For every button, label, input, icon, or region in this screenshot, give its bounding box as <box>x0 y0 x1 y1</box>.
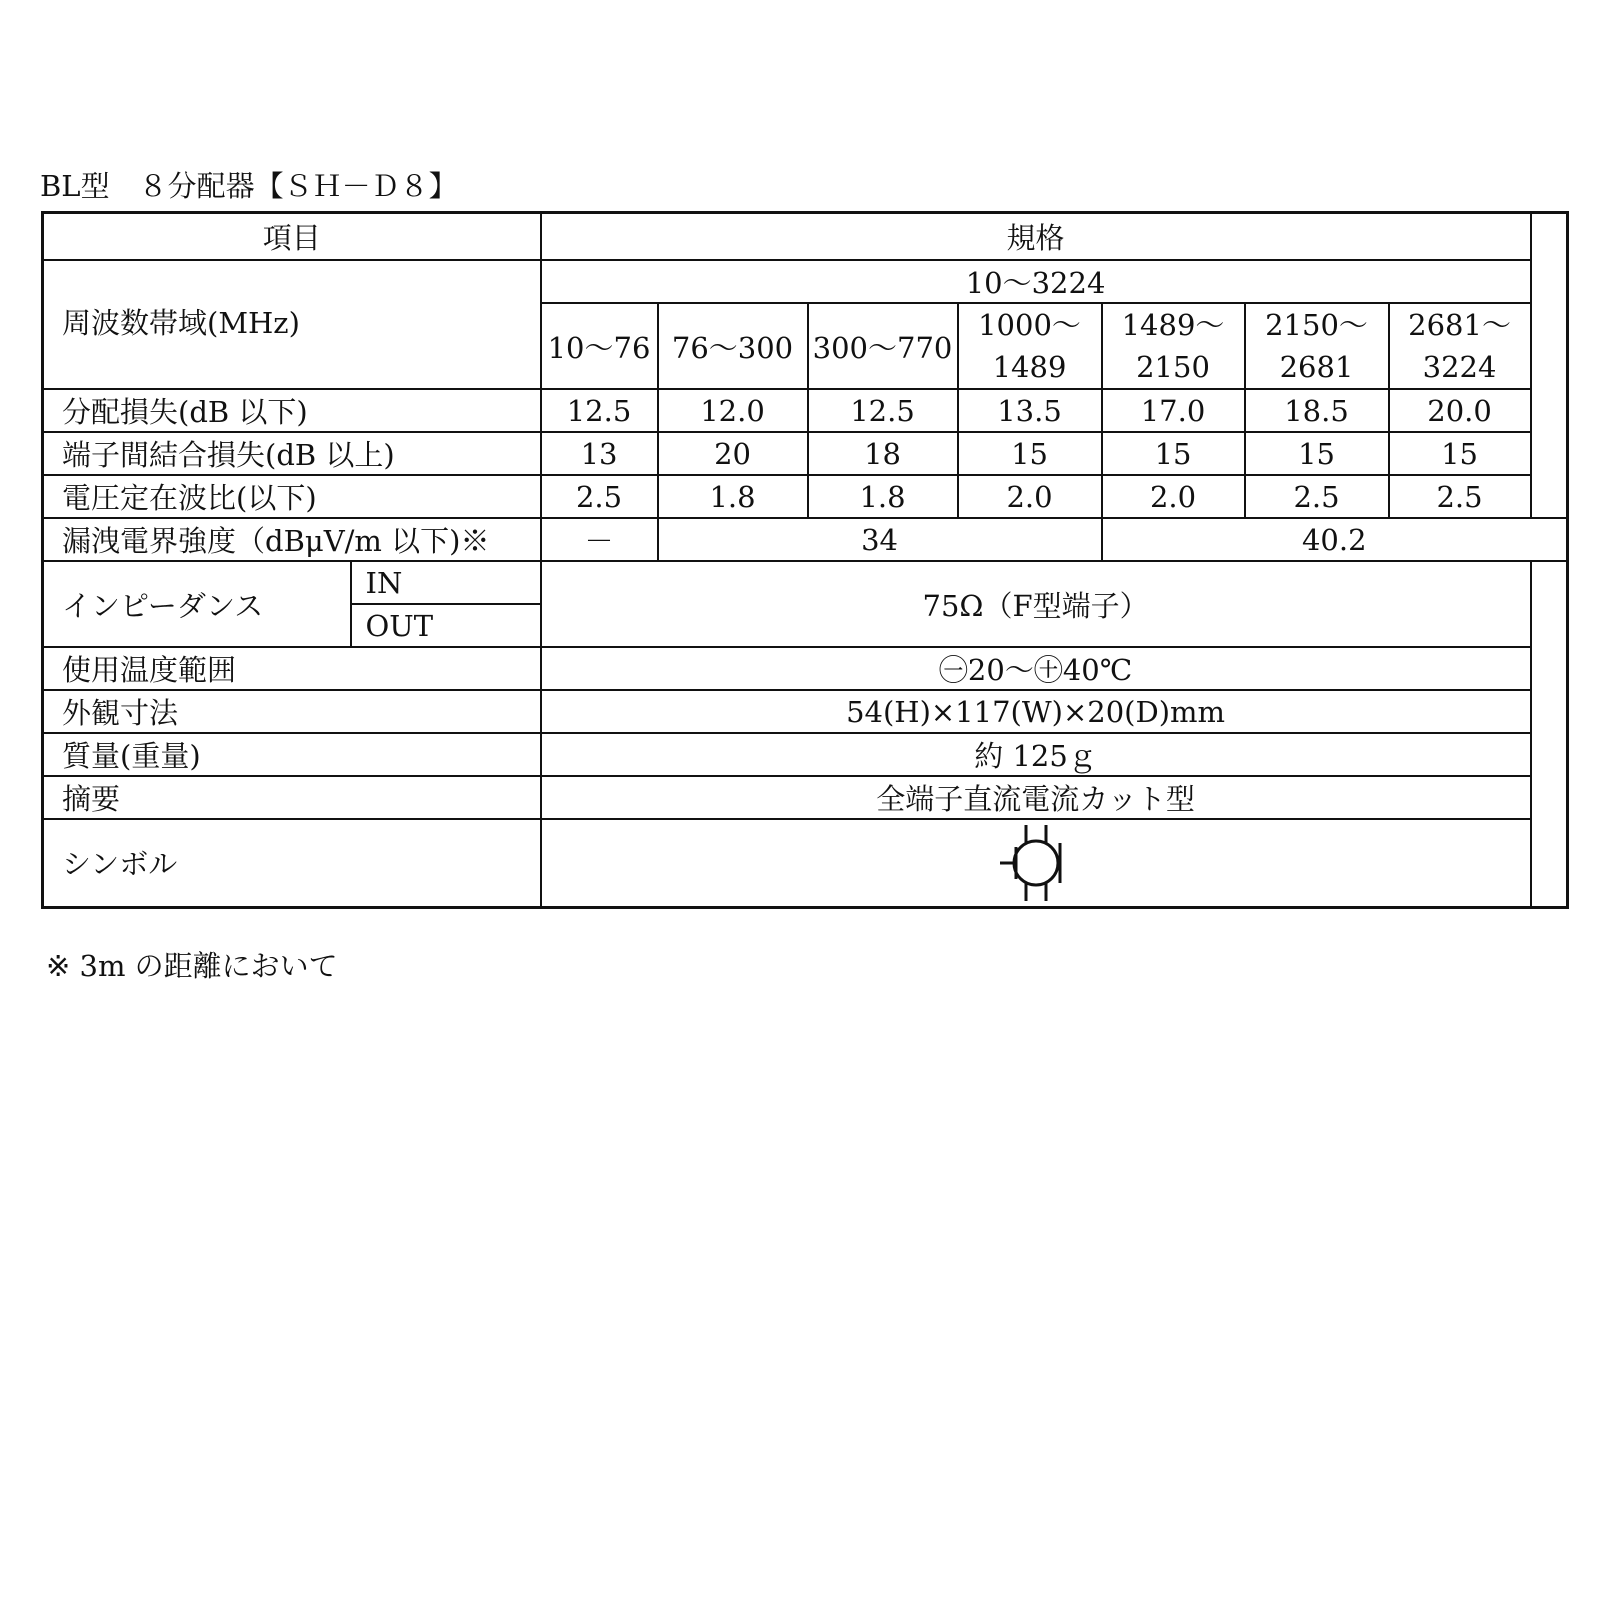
value-cell: 15 <box>1389 432 1531 475</box>
splitter-symbol-icon <box>998 823 1074 903</box>
band-cell: 1489～ 2150 <box>1102 303 1245 389</box>
symbol-cell <box>541 819 1531 907</box>
document-title: BL型 ８分配器【ＳＨ－Ｄ８】 <box>40 169 458 203</box>
band-cell: 10～76 <box>541 303 658 389</box>
temperature-row <box>43 647 1568 690</box>
value-cell: 18.5 <box>1245 389 1389 432</box>
summary-label: 摘要 <box>43 776 541 819</box>
leakage-label: 漏洩電界強度（dBμV/m 以下)※ <box>43 518 541 561</box>
header-item: 項目 <box>43 213 541 261</box>
mass-label: 質量(重量) <box>43 733 541 776</box>
dimensions-row <box>43 690 1568 733</box>
value-cell: 13 <box>541 432 658 475</box>
value-cell: 17.0 <box>1102 389 1245 432</box>
value-cell: 15 <box>958 432 1102 475</box>
value-cell: 20 <box>658 432 808 475</box>
value-cell: 40.2 <box>1102 518 1568 561</box>
symbol-row <box>43 819 1568 907</box>
value-cell: 20.0 <box>1389 389 1531 432</box>
value-cell: 13.5 <box>958 389 1102 432</box>
header-spec: 規格 <box>541 213 1531 261</box>
band-cell: 1000～ 1489 <box>958 303 1102 389</box>
impedance-row <box>43 561 1568 604</box>
isolation-label: 端子間結合損失(dB 以上) <box>43 432 541 475</box>
vswr-label: 電圧定在波比(以下) <box>43 475 541 518</box>
impedance-in-label: IN <box>351 561 541 604</box>
value-cell: 12.5 <box>541 389 658 432</box>
symbol-label: シンボル <box>43 819 541 907</box>
value-cell: 15 <box>1245 432 1389 475</box>
frequency-row <box>43 260 1568 303</box>
impedance-value: 75Ω（F型端子） <box>541 561 1531 647</box>
value-cell: 2.5 <box>1389 475 1531 518</box>
temperature-value: ㊀20～㊉40℃ <box>541 647 1531 690</box>
band-cell: 76～300 <box>658 303 808 389</box>
distribution-loss-row <box>43 389 1568 432</box>
value-cell: 2.5 <box>541 475 658 518</box>
band-cell: 2150～ 2681 <box>1245 303 1389 389</box>
value-cell: 1.8 <box>658 475 808 518</box>
value-cell: 2.0 <box>1102 475 1245 518</box>
value-cell: 12.5 <box>808 389 958 432</box>
footnote: ※ 3m の距離において <box>46 949 338 983</box>
temperature-label: 使用温度範囲 <box>43 647 541 690</box>
value-cell: 18 <box>808 432 958 475</box>
summary-value: 全端子直流電流カット型 <box>541 776 1531 819</box>
mass-row <box>43 733 1568 776</box>
impedance-out-label: OUT <box>351 604 541 647</box>
value-cell: 2.5 <box>1245 475 1389 518</box>
dimensions-label: 外観寸法 <box>43 690 541 733</box>
header-row <box>43 213 1568 261</box>
value-cell: 1.8 <box>808 475 958 518</box>
band-cell: 2681～ 3224 <box>1389 303 1531 389</box>
vswr-row <box>43 475 1568 518</box>
leakage-row <box>43 518 1568 561</box>
value-cell: 34 <box>658 518 1102 561</box>
impedance-label: インピーダンス <box>43 561 351 647</box>
value-cell: 2.0 <box>958 475 1102 518</box>
value-cell: － <box>541 518 658 561</box>
frequency-label: 周波数帯域(MHz) <box>43 260 541 389</box>
value-cell: 15 <box>1102 432 1245 475</box>
dimensions-value: 54(H)×117(W)×20(D)mm <box>541 690 1531 733</box>
mass-value: 約 125ｇ <box>541 733 1531 776</box>
spec-table <box>41 211 1569 909</box>
band-cell: 300～770 <box>808 303 958 389</box>
frequency-total: 10～3224 <box>541 260 1531 303</box>
distribution-loss-label: 分配損失(dB 以下) <box>43 389 541 432</box>
value-cell: 12.0 <box>658 389 808 432</box>
summary-row <box>43 776 1568 819</box>
isolation-row <box>43 432 1568 475</box>
